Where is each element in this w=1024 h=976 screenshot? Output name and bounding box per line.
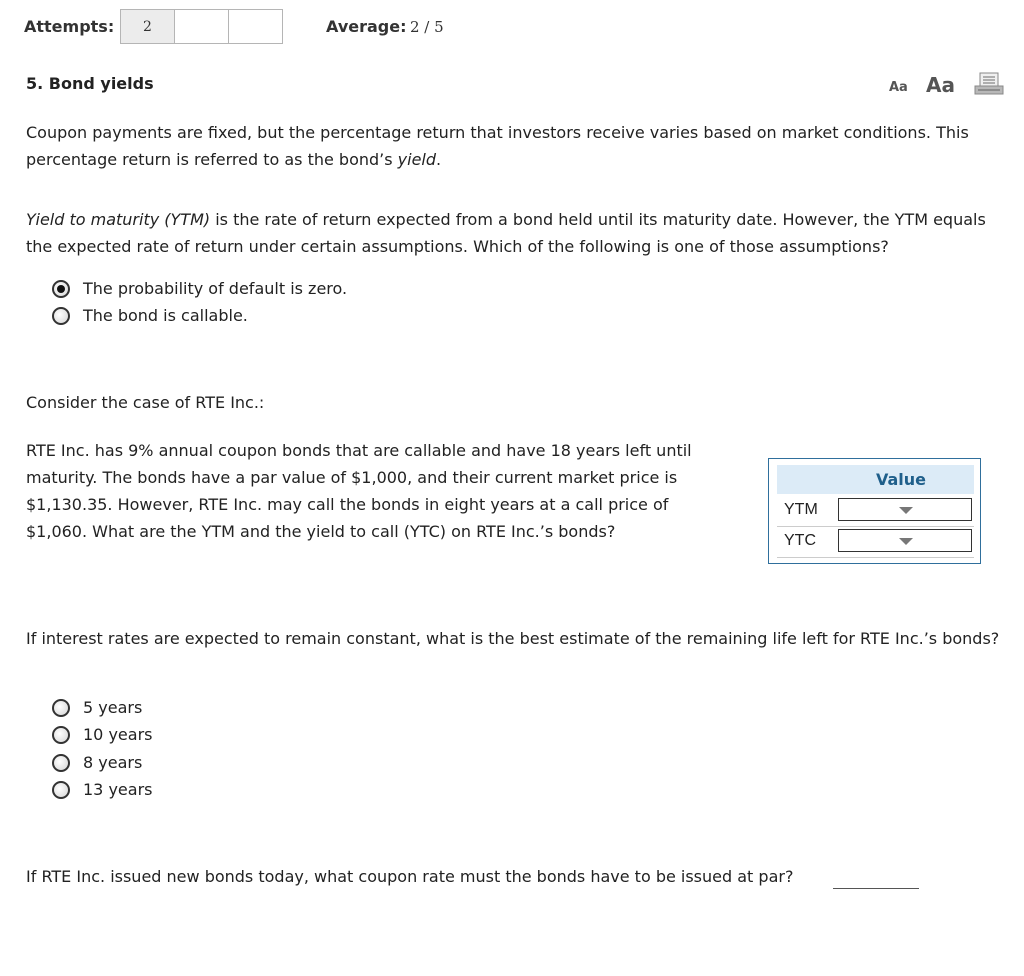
radio-selected-icon[interactable] [52,280,70,298]
value-table-header [777,465,974,494]
question-title: 5. Bond yields [26,74,154,93]
chevron-down-icon [899,507,913,514]
coupon-answer-blank[interactable] [833,888,919,889]
value-row-ytm [777,495,974,527]
attempt-box-3 [229,9,283,44]
option-label: 5 years [83,698,143,717]
radio-icon[interactable] [52,726,70,744]
font-size-decrease-button[interactable]: Aa [889,80,908,95]
radio-icon[interactable] [52,754,70,772]
chevron-down-icon [899,538,913,545]
intro-end: . [436,150,442,169]
case-intro: Consider the case of RTE Inc.: [26,393,265,412]
ytm-question [26,206,1006,260]
intro-italic: yield [397,150,437,169]
option-label: The probability of default is zero. [83,279,348,298]
option-label: 8 years [83,753,143,772]
average-value: 2 / 5 [410,18,444,36]
radio-icon[interactable] [52,781,70,799]
attempt-box-2 [175,9,229,44]
ytc-select[interactable] [838,529,972,552]
value-table [768,458,981,564]
ytm-term: Yield to maturity (YTM) [26,210,211,229]
attempts-boxes [120,9,283,44]
ytc-label: YTC [784,532,816,549]
coupon-question: If RTE Inc. issued new bonds today, what coupon rate must the bonds have to be issued at par? [26,867,794,886]
life-option[interactable] [52,725,152,744]
value-column-header: Value [875,470,926,489]
average-label: Average: [326,17,407,36]
case-body: RTE Inc. has 9% annual coupon bonds that are callable and have 18 years left until maturity. The bonds have a par value of $1,000, and their current market price is $1,130.35. However, RTE Inc. may call the bonds in eight years at a call price of $1,060. What are the YTM and the yield to call (YTC) on RTE Inc.’s bonds? [26,441,692,541]
ytm-option[interactable] [52,279,347,298]
life-question: If interest rates are expected to remain constant, what is the best estimate of the remaining life left for RTE Inc.’s bonds? [26,629,1000,648]
attempts-label: Attempts: [24,17,115,36]
ytm-select[interactable] [838,498,972,521]
value-row-ytc [777,526,974,558]
print-icon[interactable] [974,72,1004,96]
attempt-box-1: 2 [120,9,175,44]
option-label: 13 years [83,780,153,799]
radio-icon[interactable] [52,699,70,717]
font-size-increase-button[interactable]: Aa [926,73,955,97]
life-option[interactable] [52,753,142,772]
option-label: The bond is callable. [83,306,248,325]
ytm-option[interactable] [52,306,248,325]
life-option[interactable] [52,780,152,799]
ytm-label: YTM [784,501,818,518]
radio-icon[interactable] [52,307,70,325]
intro-text: Coupon payments are fixed, but the percentage return that investors receive varies based on market conditions. This percentage return is referred to as the bond’s [26,123,969,169]
ytm-question-text: is the rate of return expected from a bond held until its maturity date. However, the YTM equals the expected rate of return under certain assumptions. Which of the following is one of those assumptions? [26,210,986,256]
intro-paragraph [26,119,1006,173]
option-label: 10 years [83,725,153,744]
life-option[interactable] [52,698,142,717]
